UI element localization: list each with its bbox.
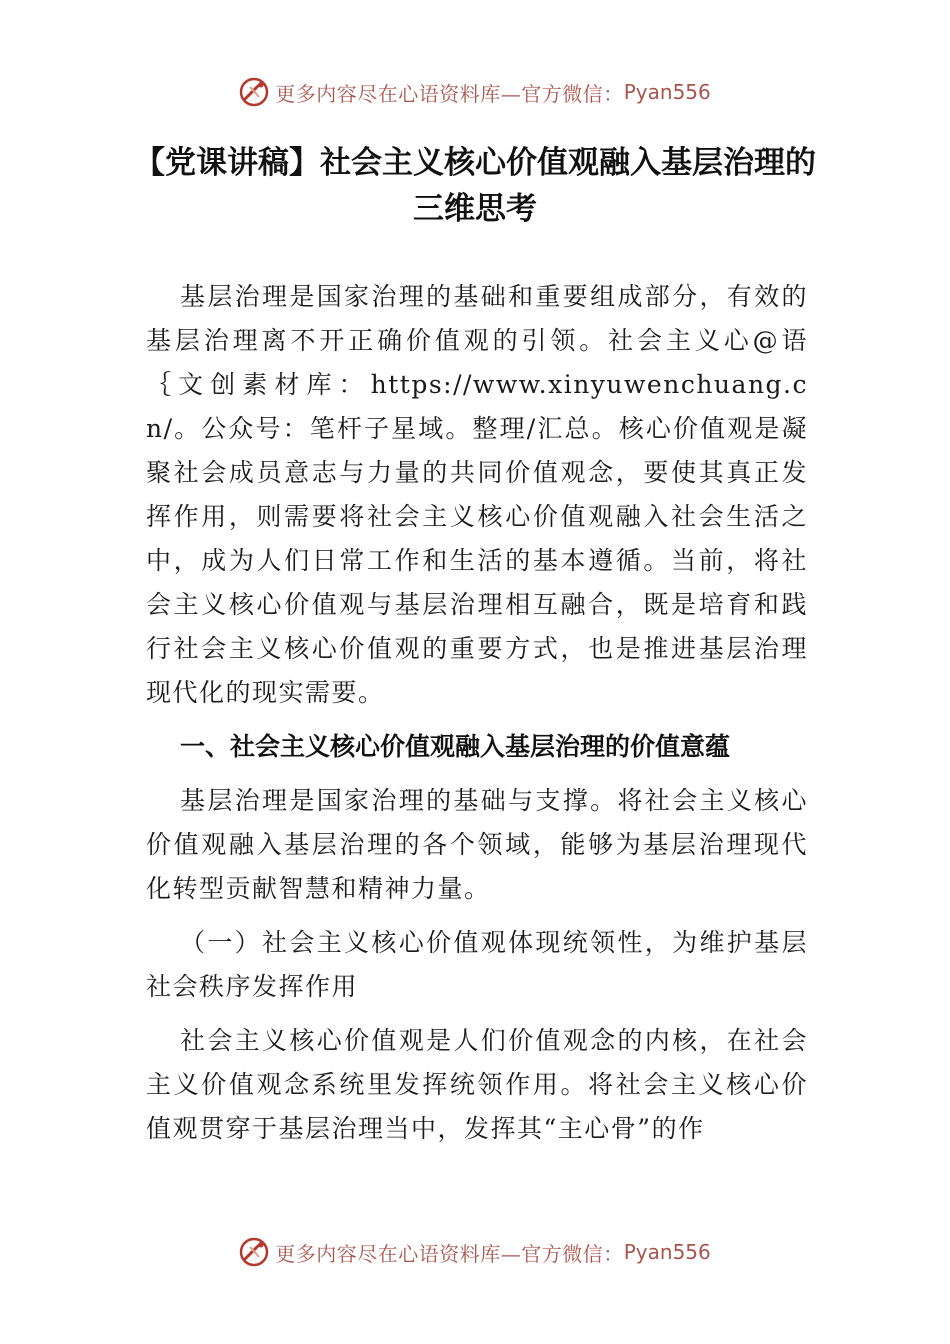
document-title: 【党课讲稿】社会主义核心价值观融入基层治理的三维思考: [134, 145, 816, 227]
library-logo-icon: [239, 1237, 269, 1267]
subsection-paragraph: 社会主义核心价值观是人们价值观念的内核，在社会主义价值观念系统里发挥统领作用。将社会主义核心价值观贯穿于基层治理当中，发挥其“主心骨”的作: [146, 1026, 808, 1143]
footer-banner-wechat-id: Pyan556: [623, 1240, 711, 1264]
section-heading: 一、社会主义核心价值观融入基层治理的价值意蕴: [180, 732, 731, 761]
footer-banner-text: 更多内容尽在心语资料库—官方微信：: [275, 1241, 624, 1266]
intro-paragraph: 基层治理是国家治理的基础和重要组成部分，有效的基层治理离不开正确价值观的引领。社会主义心@语｛文创素材库：https://www.xinyuwenchuang.cn/。公众号：笔杆子星域。整理/汇总。核心价值观是凝聚社会成员意志与力量的共同价值观念，要使其真正发挥作用，则需要将社会主义核心价值观融入社会生活之中，成为人们日常工作和生活的基本遵循。当前，将社会主义核心价值观与基层治理相互融合，既是培育和践行社会主义核心价值观的重要方式，也是推进基层治理现代化的现实需要。: [146, 282, 808, 707]
footer-banner: [0, 1230, 950, 1274]
banner-text: 更多内容尽在心语资料库—官方微信：: [275, 81, 624, 106]
subsection-heading: （一）社会主义核心价值观体现统领性，为维护基层社会秩序发挥作用: [146, 928, 808, 1001]
header-banner: [0, 70, 950, 114]
library-logo-icon: [239, 77, 269, 107]
document-body: [146, 275, 808, 1161]
section-paragraph: 基层治理是国家治理的基础与支撑。将社会主义核心价值观融入基层治理的各个领域，能够为基层治理现代化转型贡献智慧和精神力量。: [146, 786, 808, 903]
banner-wechat-id: Pyan556: [623, 80, 711, 104]
